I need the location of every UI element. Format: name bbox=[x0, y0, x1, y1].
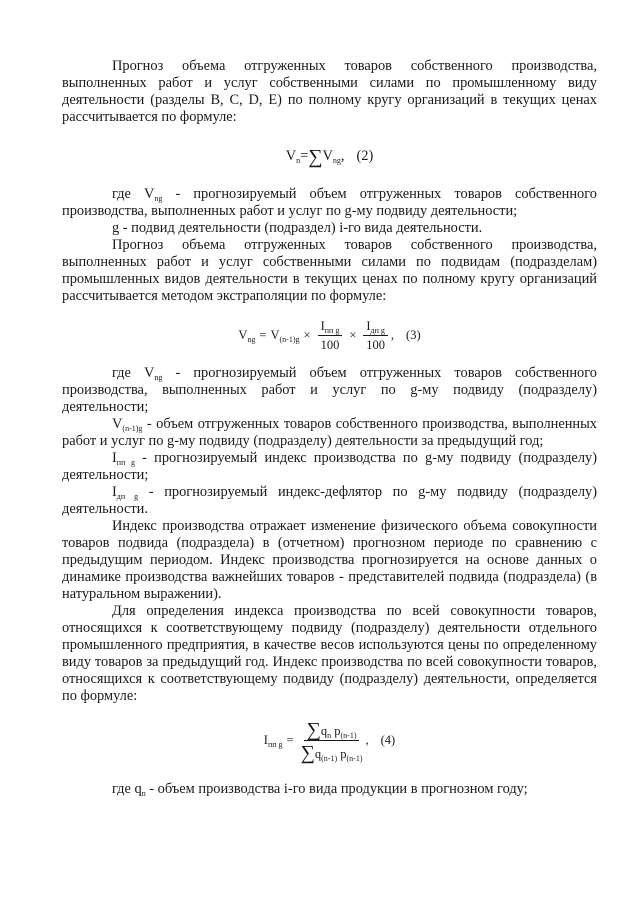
formula-2-lhs: $V_n$ bbox=[285, 147, 301, 165]
formula-2-tail: , bbox=[340, 147, 345, 164]
formula-4-denominator: $\sum q_{(n-1)}$ $p_{(n-1)}$ bbox=[300, 741, 363, 764]
paragraph-definition-deflator: $I_{дп g}$ - прогнозируемый индекс-дефлятор по g-му подвиду (подразделу) деятельности. bbox=[62, 484, 597, 517]
paragraph-definition-vng: где $V_{ng}$ - прогнозируемый объем отгруженных товаров собственного производства, выполненных работ и услуг по g-му подвиду деятельности; bbox=[62, 186, 597, 219]
formula-3-times-1: × bbox=[303, 327, 311, 342]
document-page bbox=[62, 58, 597, 798]
sum-symbol: ∑ bbox=[308, 146, 323, 168]
paragraph-extrapolation: Прогноз объема отгруженных товаров собственного производства, выполненных работ и услуг собственными силами по подвидам (подразделам) промышленных видов деятельности в текущих ценах по полному кругу организаций рассчитывается методом экстраполяции по формуле: bbox=[62, 237, 597, 304]
formula-4 bbox=[62, 709, 597, 771]
formula-2 bbox=[62, 126, 597, 186]
formula-4-fraction bbox=[301, 719, 363, 762]
formula-4-numerator: $\sum q_n$ $p_{(n-1)}$ bbox=[304, 719, 360, 741]
formula-4-eq: = bbox=[286, 732, 294, 747]
paragraph-definition-vng-2: где $V_{ng}$ - прогнозируемый объем отгруженных товаров собственного производства, выполненных работ и услуг по g-му подвиду (подразделу) деятельности; bbox=[62, 365, 597, 415]
formula-3 bbox=[62, 305, 597, 365]
paragraph-definition-g: g - подвид деятельности (подраздел) i-го вида деятельности. bbox=[112, 220, 483, 236]
formula-4-tail: , bbox=[365, 732, 369, 747]
paragraph-definition-qn: где $q_n$ - объем производства i-го вида продукции в прогнозном году; bbox=[112, 781, 528, 798]
formula-3-lhs: $V_{ng}$ bbox=[238, 327, 256, 344]
formula-3-tail: , bbox=[390, 327, 395, 342]
formula-2-eq: = bbox=[300, 147, 309, 164]
formula-3-vprev: $V_{(n-1)g}$ bbox=[270, 327, 300, 344]
formula-4-lhs: $I_{пп g}$ bbox=[263, 732, 283, 749]
formula-2-rhs: $V_{ng}$ bbox=[322, 147, 341, 165]
formula-3-eq: = bbox=[259, 327, 267, 342]
formula-3-number: (3) bbox=[406, 327, 421, 342]
formula-3-fraction-production-index: $\frac{I_{пп g}}{100}$ bbox=[318, 318, 343, 353]
formula-3-fraction-deflator-index: $\frac{I_{дп g}}{100}$ bbox=[363, 318, 388, 353]
formula-4-number: (4) bbox=[380, 732, 396, 747]
paragraph-production-index: Индекс производства отражает изменение физического объема совокупности товаров подвида (подраздела) в (отчетном) прогнозном периоде по сравнению с предыдущим периодом. Индекс производства прогнозируется на основе данных о динамике производства важнейших товаров - представителей подвида (подраздела) (в натуральном выражении). bbox=[62, 518, 597, 602]
formula-2-number: (2) bbox=[356, 147, 374, 164]
paragraph-definition-production-index: $I_{пп g}$ - прогнозируемый индекс производства по g-му подвиду (подразделу) деятельности; bbox=[62, 450, 597, 483]
formula-3-times-2: × bbox=[349, 327, 357, 342]
paragraph-definition-vprev: $V_{(n-1)g}$ - объем отгруженных товаров собственного производства, выполненных работ и услуг по g-му подвиду (подразделу) деятельности за предыдущий год; bbox=[62, 416, 597, 449]
paragraph-intro: Прогноз объема отгруженных товаров собственного производства, выполненных работ и услуг собственными силами по промышленному виду деятельности (разделы В, С, D, Е) по полному кругу организаций в текущих ценах рассчитывается по формуле: bbox=[62, 58, 597, 125]
paragraph-index-method: Для определения индекса производства по всей совокупности товаров, относящихся к соответствующему подвиду (подразделу) деятельности отдельного промышленного предприятия, в качестве весов используются цены по определенному виду товаров за предыдущий год. Индекс производства по всей совокупности товаров, относящихся к соответствующему подвиду (подразделу) деятельности, определяется по формуле: bbox=[62, 603, 597, 704]
